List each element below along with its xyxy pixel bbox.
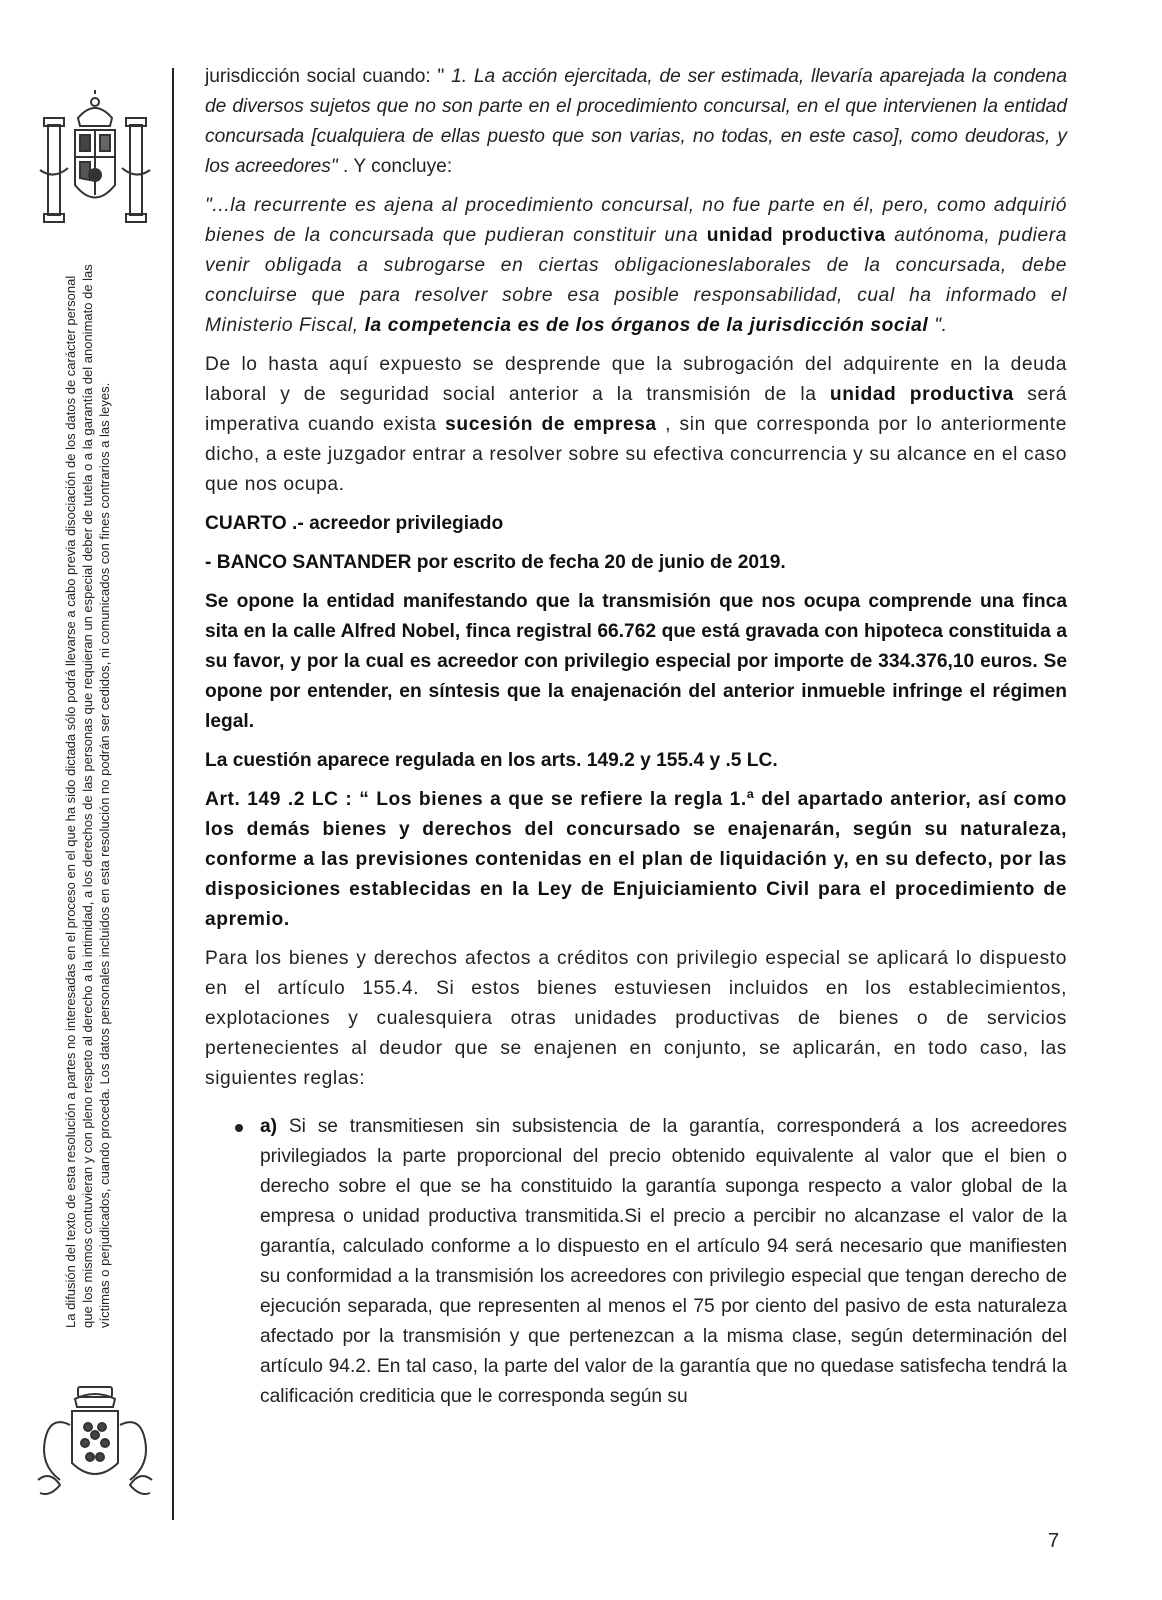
- bullet-icon: [235, 1124, 243, 1132]
- canarias-coat-of-arms-icon: [30, 1385, 160, 1505]
- highlight-competencia: la competencia es de los órganos de la jurisdicción social: [364, 315, 929, 336]
- document-body: [205, 62, 1067, 1412]
- paragraph-conclusion-quote: "...la recurrente es ajena al procedimiento concursal, no fue parte en él, pero, como adquirió bienes de la concursada que pudieran constituir una unidad productiva autónoma, pudiera venir obligada a subrogarse en ciertas obligacioneslaborales de la concursada, debe concluirse que para resolver sobre esa posible responsabilidad, cual ha informado el Ministerio Fiscal, la competencia es de los órganos de la jurisdicción social ".: [205, 195, 1067, 336]
- margin-divider: [172, 68, 174, 1520]
- paragraph-regulacion: La cuestión aparece regulada en los arts. 149.2 y 155.4 y .5 LC.: [205, 750, 778, 771]
- left-margin: [0, 0, 175, 1600]
- data-protection-notice: La difusión del texto de esta resolución a partes no interesadas en el proceso en el que ha sido dictada sólo podrá llevarse a cabo previa disociación de los datos de carácter personal que los mismos contuvieran y con pleno respeto al derecho a la intimidad, a los derechos de las personas que requieran un especial deber de tutela o a la garantía del anonimato de las víctimas o perjudicados, cuando proceda. Los datos personales incluidos en esta resolución no podrán ser cedidos, ni comunicados con fines contrarios a las leyes.: [63, 264, 112, 1328]
- section-heading: CUARTO .- acreedor privilegiado: [205, 513, 504, 534]
- rule-label: a): [260, 1116, 278, 1137]
- list-item: [205, 1112, 1067, 1412]
- rule-text: Si se transmitiesen sin subsistencia de la garantía, corresponderá a los acreedores privilegiados la parte proporcional del precio obtenido equivalente al valor que el bien o derecho sobre el que se ha constituido la garantía suponga respecto a valor global de la empresa o unidad productiva transmitida.Si el precio a percibir no alcanzase el valor de la garantía, calculado conforme a lo dispuesto en el artículo 94 será necesario que manifiesten su conformidad a la transmisión los acreedores con privilegio especial que tengan derecho de ejecución separada, que representen al menos el 75 por ciento del pasivo de esta naturaleza afectado por la transmisión y que pertenezcan a la misma clase, según determinación del artículo 94.2. En tal caso, la parte del valor de la garantía que no quedase satisfecha tendrá la calificación crediticia que le corresponda según su: [260, 1116, 1067, 1407]
- highlight-unidad-productiva: unidad productiva: [706, 225, 886, 246]
- paragraph-privilegio-especial: Para los bienes y derechos afectos a créditos con privilegio especial se aplicará lo dispuesto en el artículo 155.4. Si estos bienes estuviesen incluidos en los establecimientos, explotaciones y cualesquiera otras unidades productivas de bienes o de servicios pertenecientes al deudor que se enajenen en conjunto, se aplicarán, en todo caso, las siguientes reglas:: [205, 948, 1067, 1089]
- page-number: 7: [1048, 1530, 1060, 1552]
- paragraph-citation: jurisdicción social cuando: " 1. La acción ejercitada, de ser estimada, llevaría aparejada la condena de diversos sujetos que no son parte en el procedimiento concursal, en el que intervienen la entidad concursada [cualquiera de ellas puesto que son varias, no todas, en este caso], como deudoras, y los acreedores" . Y concluye:: [205, 66, 1067, 177]
- spain-coat-of-arms-icon: [30, 90, 160, 240]
- quoted-text: 1. La acción ejercitada, de ser estimada, llevaría aparejada la condena de diversos sujetos que no son parte en el procedimiento concursal, en el que intervienen la entidad concursada [cualquiera de ellas puesto que son varias, no todas, en este caso], como deudoras, y los acreedores": [205, 66, 1067, 177]
- paragraph-subrogacion: De lo hasta aquí expuesto se desprende que la subrogación del adquirente en la deuda laboral y de seguridad social anterior a la transmisión de la unidad productiva será imperativa cuando exista sucesión de empresa , sin que corresponda por lo anteriormente dicho, a este juzgador entrar a resolver sobre su efectiva concurrencia y su alcance en el caso que nos ocupa.: [205, 354, 1067, 495]
- paragraph-art-149: Art. 149 .2 LC : “ Los bienes a que se refiere la regla 1.ª del apartado anterior, así como los demás bienes y derechos del concursado se enajenarán, según su naturaleza, conforme a las previsiones contenidas en el plan de liquidación y, en su defecto, por las disposiciones establecidas en la Ley de Enjuiciamiento Civil para el procedimiento de apremio.: [205, 789, 1067, 930]
- paragraph-oposicion: Se opone la entidad manifestando que la transmisión que nos ocupa comprende una finca sita en la calle Alfred Nobel, finca registral 66.762 que está gravada con hipoteca constituida a su favor, y por la cual es acreedor con privilegio especial por importe de 334.376,10 euros. Se opone por entender, en síntesis que la enajenación del anterior inmueble infringe el régimen legal.: [205, 591, 1067, 732]
- section-subheading: - BANCO SANTANDER por escrito de fecha 20 de junio de 2019.: [205, 552, 786, 573]
- rules-list: [205, 1112, 1067, 1412]
